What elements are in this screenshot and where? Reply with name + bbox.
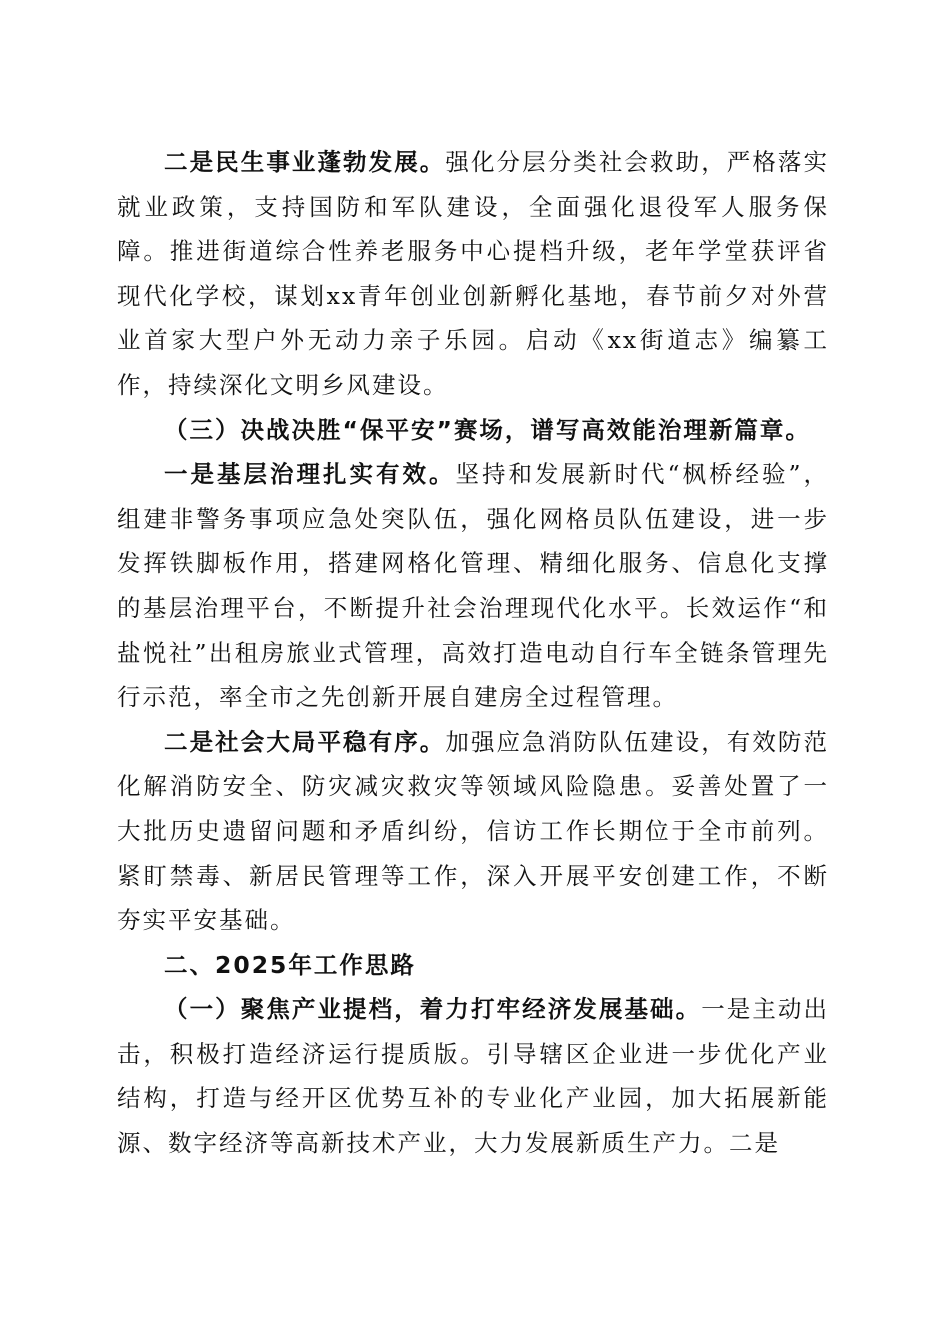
- paragraph-livelihood: [117, 140, 829, 408]
- paragraph-lead: （一）聚焦产业提档，着力打牢经济发展基础。: [164, 995, 702, 1024]
- paragraph-lead: 二是社会大局平稳有序。: [164, 727, 446, 756]
- paragraph-industry-upgrade: [117, 987, 829, 1165]
- paragraph-lead: 二是民生事业蓬勃发展。: [164, 148, 446, 176]
- document-page: [117, 140, 829, 1166]
- paragraph-text: 强化分层分类社会救助，严格落实就业政策，支持国防和军队建设，全面强化退役军人服务保障。推进街道综合性养老服务中心提档升级，老年学堂获评省现代化学校，谋划xx青年创业创新孵化基地，春节前夕对外营业首家大型户外无动力亲子乐园。启动《xx街道志》编纂工作，持续深化文明乡风建设。: [117, 148, 830, 399]
- paragraph-social-stability: [117, 720, 829, 943]
- section-heading-2025-plan: 二、2025年工作思路: [164, 950, 416, 979]
- paragraph-text: 一是主动出击，积极打造经济运行提质版。引导辖区企业进一步优化产业结构，打造与经开区优势互补的专业化产业园，加大拓展新能源、数字经济等高新技术产业，大力发展新质生产力。二是: [117, 995, 830, 1158]
- paragraph-text: 坚持和发展新时代“枫桥经验”，组建非警务事项应急处突队伍，强化网格员队伍建设，进一步发挥铁脚板作用，搭建网格化管理、精细化服务、信息化支撑的基层治理平台，不断提升社会治理现代化水平。长效运作“和盐悦社”出租房旅业式管理，高效打造电动自行车全链条管理先行示范，率全市之先创新开展自建房全过程管理。: [117, 460, 830, 712]
- paragraph-grassroots-governance: [117, 452, 829, 720]
- section-heading-safety: （三）决战决胜“保平安”赛场，谱写高效能治理新篇章。: [164, 415, 811, 444]
- paragraph-text: 加强应急消防队伍建设，有效防范化解消防安全、防灾减灾救灾等领域风险隐患。妥善处置了一大批历史遗留问题和矛盾纠纷，信访工作长期位于全市前列。紧盯禁毒、新居民管理等工作，深入开展平安创建工作，不断夯实平安基础。: [117, 727, 830, 935]
- paragraph-lead: 一是基层治理扎实有效。: [164, 460, 456, 489]
